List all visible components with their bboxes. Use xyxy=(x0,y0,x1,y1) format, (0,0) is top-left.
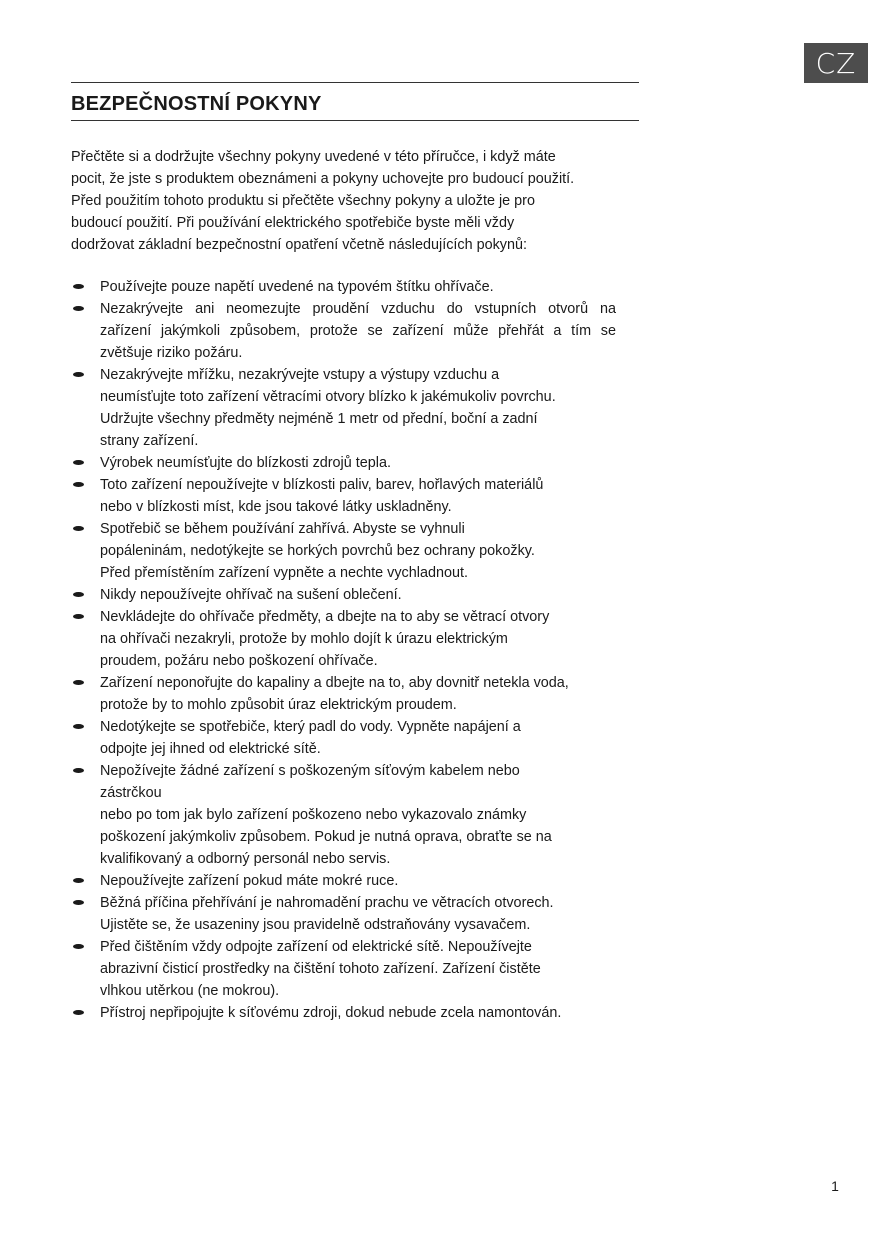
bullet-icon xyxy=(73,460,84,465)
language-tab: CZ xyxy=(804,43,868,83)
intro-line: budoucí použití. Při používání elektrického spotřebiče byste měli vždy xyxy=(71,215,515,231)
list-item-line: Před čištěním vždy odpojte zařízení od elektrické sítě. Nepoužívejte xyxy=(100,939,532,955)
bullet-icon xyxy=(73,284,84,289)
list-item-line: Toto zařízení nepoužívejte v blízkosti paliv, barev, hořlavých materiálů xyxy=(100,477,544,493)
list-item-line: Nevkládejte do ohřívače předměty, a dbejte na to aby se větrací otvory xyxy=(100,609,550,625)
list-item xyxy=(71,584,616,606)
safety-instructions-list xyxy=(71,276,616,1024)
list-item xyxy=(71,452,616,474)
list-item xyxy=(71,870,616,892)
list-item-line: Používejte pouze napětí uvedené na typovém štítku ohřívače. xyxy=(100,279,494,295)
list-item-line: neumísťujte toto zařízení větracími otvory blízko k jakémukoliv povrchu. xyxy=(100,389,556,405)
list-item-line: Přístroj nepřipojujte k síťovému zdroji, dokud nebude zcela namontován. xyxy=(100,1005,562,1021)
title-top-rule xyxy=(71,82,639,83)
list-item-line: Před přemístěním zařízení vypněte a nechte vychladnout. xyxy=(100,565,468,581)
list-item xyxy=(71,760,616,870)
intro-line: Před použitím tohoto produktu si přečtěte všechny pokyny a uložte je pro xyxy=(71,193,535,209)
bullet-icon xyxy=(73,592,84,597)
list-item-line: Nikdy nepoužívejte ohřívač na sušení oblečení. xyxy=(100,587,402,603)
list-item xyxy=(71,892,616,936)
list-item-line: kvalifikovaný a odborný personál nebo servis. xyxy=(100,851,391,867)
list-item-line: abrazivní čisticí prostředky na čištění tohoto zařízení. Zařízení čistěte xyxy=(100,961,541,977)
list-item-line: Nepoužívejte zařízení pokud máte mokré ruce. xyxy=(100,873,399,889)
list-item xyxy=(71,606,616,672)
list-item-line: protože by to mohlo způsobit úraz elektrickým proudem. xyxy=(100,697,457,713)
list-item xyxy=(71,1002,616,1024)
bullet-icon xyxy=(73,878,84,883)
list-item-line: zařízení jakýmkoli způsobem, protože se zařízení může přehřát a tím se xyxy=(100,323,616,339)
list-item-line: strany zařízení. xyxy=(100,433,199,449)
list-item-line: Běžná příčina přehřívání je nahromadění prachu ve větracích otvorech. xyxy=(100,895,554,911)
page-title: BEZPEČNOSTNÍ POKYNY xyxy=(71,93,322,115)
bullet-icon xyxy=(73,306,84,311)
bullet-icon xyxy=(73,1010,84,1015)
bullet-icon xyxy=(73,680,84,685)
intro-line: Přečtěte si a dodržujte všechny pokyny uvedené v této příručce, i když máte xyxy=(71,149,556,165)
list-item xyxy=(71,276,616,298)
title-bottom-rule xyxy=(71,120,639,121)
bullet-icon xyxy=(73,944,84,949)
list-item-line: Ujistěte se, že usazeniny jsou pravidelně odstraňovány vysavačem. xyxy=(100,917,531,933)
bullet-icon xyxy=(73,768,84,773)
bullet-icon xyxy=(73,526,84,531)
list-item-line: Nezakrývejte ani neomezujte proudění vzduchu do vstupních otvorů na xyxy=(100,301,616,317)
list-item xyxy=(71,364,616,452)
list-item-line: zástrčkou xyxy=(100,785,162,801)
list-item xyxy=(71,474,616,518)
list-item-line: Výrobek neumísťujte do blízkosti zdrojů tepla. xyxy=(100,455,391,471)
page-number: 1 xyxy=(831,1178,839,1194)
bullet-icon xyxy=(73,614,84,619)
intro-line: dodržovat základní bezpečnostní opatření včetně následujících pokynů: xyxy=(71,237,527,253)
list-item-line: popáleninám, nedotýkejte se horkých povrchů bez ochrany pokožky. xyxy=(100,543,535,559)
list-item-line: proudem, požáru nebo poškození ohřívače. xyxy=(100,653,378,669)
intro-paragraph xyxy=(71,146,616,256)
list-item xyxy=(71,298,616,364)
list-item xyxy=(71,716,616,760)
list-item xyxy=(71,518,616,584)
intro-line: pocit, že jste s produktem obeznámeni a pokyny uchovejte pro budoucí použití. xyxy=(71,171,575,187)
bullet-icon xyxy=(73,372,84,377)
list-item-line: Nezakrývejte mřížku, nezakrývejte vstupy a výstupy vzduchu a xyxy=(100,367,500,383)
list-item-line: vlhkou utěrkou (ne mokrou). xyxy=(100,983,280,999)
list-item-line: nebo v blízkosti míst, kde jsou takové látky uskladněny. xyxy=(100,499,452,515)
list-item-line: Zařízení neponořujte do kapaliny a dbejte na to, aby dovnitř netekla voda, xyxy=(100,675,569,691)
list-item-line: poškození jakýmkoliv způsobem. Pokud je nutná oprava, obraťte se na xyxy=(100,829,552,845)
list-item-line: Nedotýkejte se spotřebiče, který padl do vody. Vypněte napájení a xyxy=(100,719,521,735)
list-item-line: Spotřebič se během používání zahřívá. Abyste se vyhnuli xyxy=(100,521,465,537)
list-item-line: zvětšuje riziko požáru. xyxy=(100,345,243,361)
list-item-line: nebo po tom jak bylo zařízení poškozeno nebo vykazovalo známky xyxy=(100,807,527,823)
list-item xyxy=(71,672,616,716)
list-item xyxy=(71,936,616,1002)
bullet-icon xyxy=(73,724,84,729)
bullet-icon xyxy=(73,900,84,905)
bullet-icon xyxy=(73,482,84,487)
list-item-line: na ohřívači nezakryli, protože by mohlo dojít k úrazu elektrickým xyxy=(100,631,508,647)
list-item-line: Udržujte všechny předměty nejméně 1 metr od přední, boční a zadní xyxy=(100,411,538,427)
list-item-line: odpojte jej ihned od elektrické sítě. xyxy=(100,741,321,757)
list-item-line: Nepožívejte žádné zařízení s poškozeným síťovým kabelem nebo xyxy=(100,763,520,779)
